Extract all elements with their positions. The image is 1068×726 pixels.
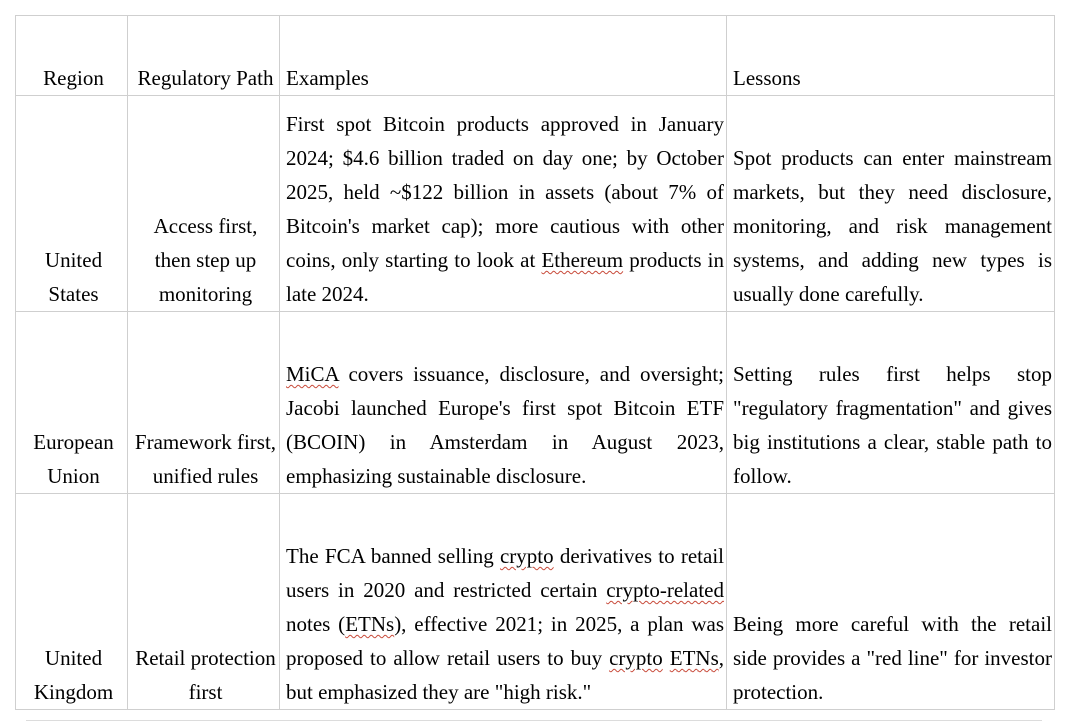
regulatory-path-cell: Framework first, unified rules (128, 312, 280, 494)
table-row (16, 96, 1055, 312)
header-regulatory-path: Regulatory Path (128, 16, 280, 96)
region-cell: European Union (16, 312, 128, 494)
spellcheck-word: MiCA (286, 362, 339, 386)
table-row (16, 312, 1055, 494)
spellcheck-word: Ethereum (541, 248, 624, 272)
examples-cell (280, 312, 727, 494)
header-row (16, 16, 1055, 96)
lessons-cell: Setting rules first helps stop "regulatory fragmentation" and gives big institutions a clear, stable path to follow. (727, 312, 1055, 494)
spellcheck-word: ETNs (345, 612, 395, 636)
examples-text: covers issuance, disclosure, and oversight; Jacobi launched Europe's first spot Bitcoin ETF (BCOIN) in Amsterdam in August 2023, emphasizing sustainable disclosure. (286, 362, 724, 488)
examples-text: derivatives to retail users in 2020 and restricted certain (286, 544, 724, 602)
region-cell: United Kingdom (16, 494, 128, 710)
examples-cell (280, 494, 727, 710)
examples-text: notes ( (286, 612, 346, 636)
header-region: Region (16, 16, 128, 96)
header-lessons: Lessons (727, 16, 1055, 96)
examples-text (663, 646, 670, 670)
examples-text: ), effective 2021; in 2025, a plan was proposed to allow retail users to buy (286, 612, 725, 670)
examples-text: First spot Bitcoin products approved in January 2024; $4.6 billion traded on day one; by October 2025, held ~$122 billion in assets (about 7% of Bitcoin's market cap); more cautious with other coins, only starting to look at (286, 112, 724, 272)
regulatory-path-cell: Access first, then step up monitoring (128, 96, 280, 312)
lessons-cell: Being more careful with the retail side provides a "red line" for investor protection. (727, 494, 1055, 710)
spellcheck-word: crypto-related (606, 578, 724, 602)
examples-cell (280, 96, 727, 312)
header-examples: Examples (280, 16, 727, 96)
region-cell: United States (16, 96, 128, 312)
spellcheck-word: crypto (499, 544, 554, 568)
spellcheck-word: ETNs (669, 646, 719, 670)
examples-text: , but emphasized they are "high risk." (286, 646, 724, 704)
regulatory-paths-table (15, 15, 1055, 710)
examples-text: products in late 2024. (286, 248, 724, 306)
table-row (16, 494, 1055, 710)
spellcheck-word: crypto (609, 646, 663, 670)
examples-text: The FCA banned selling (286, 544, 500, 568)
lessons-cell: Spot products can enter mainstream markets, but they need disclosure, monitoring, and risk management systems, and adding new types is usually done carefully. (727, 96, 1055, 312)
regulatory-path-cell: Retail protection first (128, 494, 280, 710)
divider (26, 720, 1042, 721)
